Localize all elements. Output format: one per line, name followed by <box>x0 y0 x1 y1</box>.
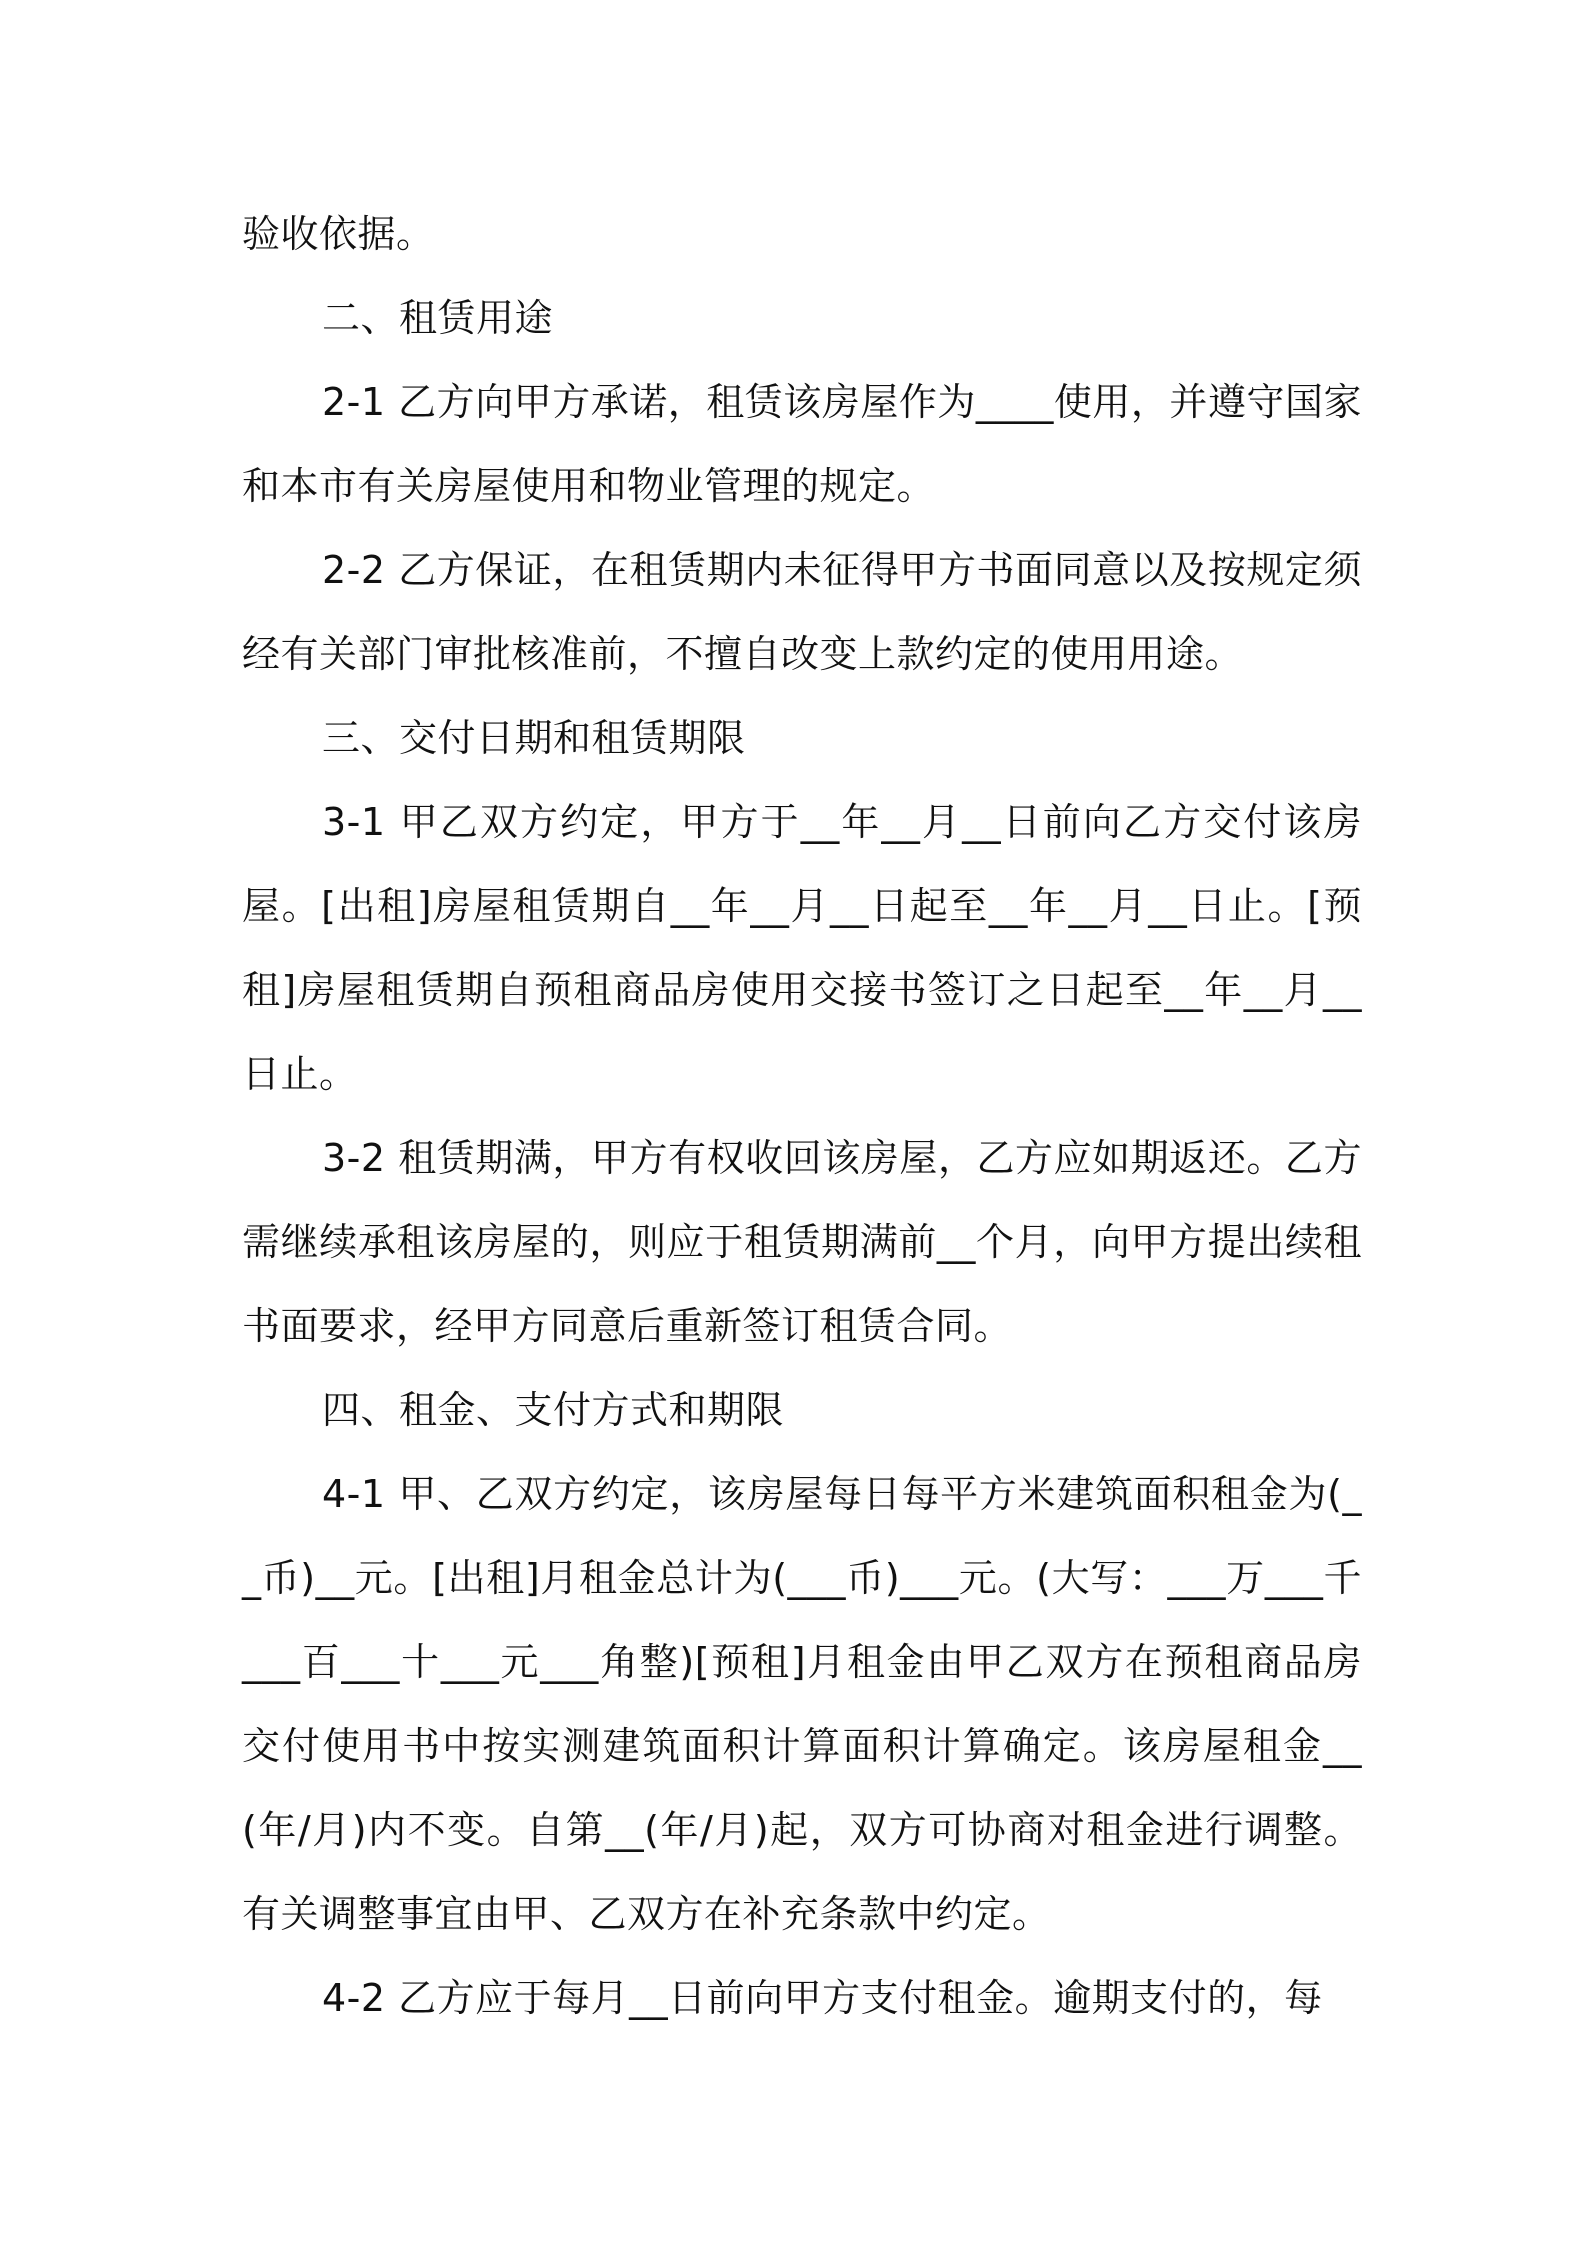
section-heading-rent-payment: 四、租金、支付方式和期限 <box>322 1388 785 1432</box>
clause-2-2: 2-2 乙方保证，在租赁期内未征得甲方书面同意以及按规定须经有关部门审批核准前，不擅自改变上款约定的使用用途。 <box>242 548 1362 676</box>
clause-4-2: 4-2 乙方应于每月__日前向甲方支付租金。逾期支付的，每 <box>322 1976 1323 2020</box>
section-heading-usage: 二、租赁用途 <box>322 296 554 340</box>
section-heading-delivery-term: 三、交付日期和租赁期限 <box>322 716 746 760</box>
clause-3-1: 3-1 甲乙双方约定，甲方于__年__月__日前向乙方交付该房屋。[出租]房屋租赁期自__年__月__日起至__年__月__日止。[预租]房屋租赁期自预租商品房使用交接书签订之日起至__年__月__日止。 <box>242 800 1362 1096</box>
paragraph-continuation: 验收依据。 <box>242 212 435 256</box>
document-body <box>242 192 1362 2040</box>
clause-3-2: 3-2 租赁期满，甲方有权收回该房屋，乙方应如期返还。乙方需继续承租该房屋的，则应于租赁期满前__个月，向甲方提出续租书面要求，经甲方同意后重新签订租赁合同。 <box>242 1136 1362 1348</box>
clause-4-1: 4-1 甲、乙双方约定，该房屋每日每平方米建筑面积租金为(__币)__元。[出租]月租金总计为(___币)___元。(大写：___万___千___百___十___元___角整)[预租]月租金由甲乙双方在预租商品房交付使用书中按实测建筑面积计算面积计算确定。该房屋租金__(年/月)内不变。自第__(年/月)起，双方可协商对租金进行调整。有关调整事宜由甲、乙双方在补充条款中约定。 <box>242 1472 1362 1936</box>
clause-2-1: 2-1 乙方向甲方承诺，租赁该房屋作为____使用，并遵守国家和本市有关房屋使用和物业管理的规定。 <box>242 380 1362 508</box>
